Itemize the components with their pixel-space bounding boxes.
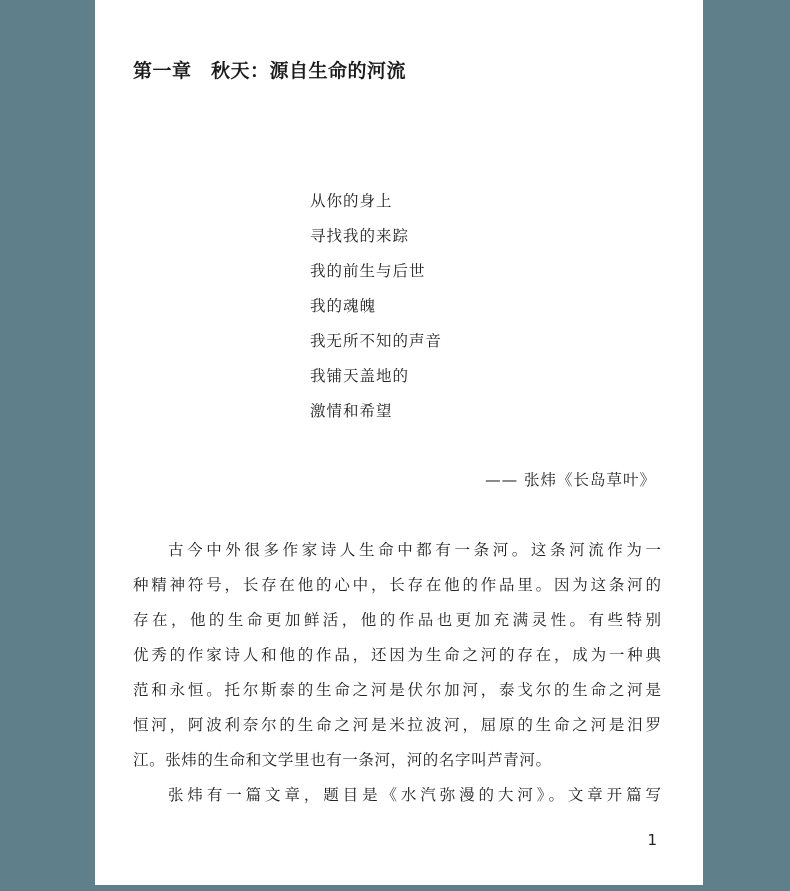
text-line: 优秀的作家诗人和他的作品，还因为生命之河的存在，成为一种典 [133, 646, 661, 664]
text-line: 范和永恒。托尔斯泰的生命之河是伏尔加河，泰戈尔的生命之河是 [133, 681, 661, 699]
poem-line: 我铺天盖地的 [310, 367, 410, 385]
poem-line: 我的前生与后世 [310, 262, 426, 280]
book-page [95, 0, 703, 885]
text-line: 张炜有一篇文章，题目是《水汽弥漫的大河》。文章开篇写 [168, 786, 661, 804]
text-line: 江。张炜的生命和文学里也有一条河，河的名字叫芦青河。 [133, 751, 552, 769]
poem-line: 我的魂魄 [310, 297, 377, 315]
poem-line: 寻找我的来踪 [310, 227, 410, 245]
poem-line: 从你的身上 [310, 192, 393, 210]
chapter-title: 第一章 秋天：源自生命的河流 [133, 60, 407, 82]
text-line: 古今中外很多作家诗人生命中都有一条河。这条河流作为一 [168, 541, 661, 559]
text-line: 种精神符号，长存在他的心中，长存在他的作品里。因为这条河的 [133, 576, 661, 594]
body-text [133, 539, 661, 819]
epigraph-poem [310, 190, 442, 435]
epigraph-attribution: —— 张炜《长岛草叶》 [485, 471, 656, 489]
poem-line: 激情和希望 [310, 402, 393, 420]
poem-line: 我无所不知的声音 [310, 332, 443, 350]
text-line: 恒河，阿波利奈尔的生命之河是米拉波河，屈原的生命之河是汨罗 [133, 716, 661, 734]
text-line: 存在，他的生命更加鲜活，他的作品也更加充满灵性。有些特别 [133, 611, 661, 629]
page-number: 1 [647, 831, 657, 849]
